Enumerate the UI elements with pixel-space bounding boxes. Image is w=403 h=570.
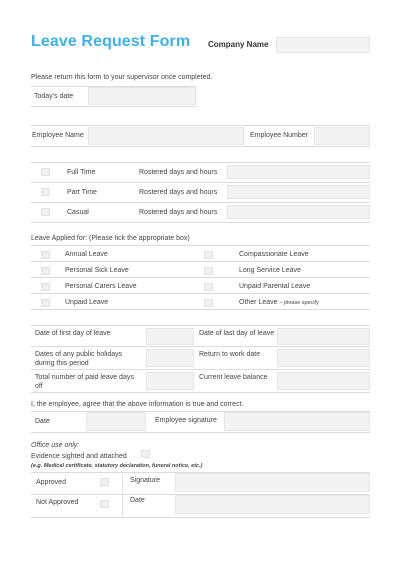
employee-signature-label: Employee signature: [155, 417, 217, 424]
full-time-label: Full Time: [67, 169, 96, 176]
current-balance-field[interactable]: [277, 372, 370, 390]
column-divider: [122, 472, 123, 518]
other-leave-specify: – please specify: [279, 300, 319, 306]
unpaid-leave-label: Unpaid Leave: [65, 299, 109, 306]
compassionate-leave-checkbox[interactable]: [204, 251, 213, 259]
divider: [31, 182, 370, 183]
divider: [31, 125, 370, 126]
last-day-label: Date of last day of leave: [199, 330, 275, 337]
personal-sick-leave-label: Personal Sick Leave: [65, 267, 129, 274]
approved-checkbox[interactable]: [100, 478, 109, 486]
divider: [31, 432, 370, 433]
leave-applied-label: Leave Applied for: (Please tick the appropriate box): [31, 235, 190, 242]
not-approved-label: Not Approved: [36, 499, 79, 506]
full-time-rostered-label: Rostered days and hours: [139, 169, 218, 176]
agreement-text: I, the employee, agree that the above information is true and correct.: [31, 401, 244, 408]
annual-leave-checkbox[interactable]: [41, 251, 50, 259]
sign-date-field[interactable]: [86, 412, 146, 431]
personal-carers-leave-label: Personal Carers Leave: [65, 283, 137, 290]
signature-label: Signature: [130, 477, 160, 484]
part-time-label: Part Time: [67, 189, 97, 196]
divider: [31, 202, 370, 203]
first-day-label: Date of first day of leave: [35, 330, 111, 337]
not-approved-checkbox[interactable]: [100, 500, 109, 508]
divider: [31, 162, 370, 163]
public-holidays-field[interactable]: [146, 349, 194, 367]
divider: [31, 146, 370, 147]
employee-number-label: Employee Number: [250, 132, 308, 139]
office-use-heading: Office use only:: [31, 442, 80, 449]
public-holidays-label: Dates of any public holidays during this period: [35, 351, 123, 367]
intro-text: Please return this form to your supervisor once completed.: [31, 74, 213, 81]
evidence-note: (e.g. Medical certificate, statutory declaration, funeral notice, etc.): [31, 463, 203, 469]
total-paid-field[interactable]: [146, 372, 194, 390]
part-time-checkbox[interactable]: [41, 188, 50, 196]
office-date-field[interactable]: [175, 495, 370, 514]
divider: [31, 277, 370, 278]
divider: [31, 293, 370, 294]
unpaid-parental-leave-label: Unpaid Parental Leave: [239, 283, 311, 290]
other-leave-checkbox[interactable]: [204, 299, 213, 307]
current-balance-label: Current leave balance: [199, 374, 268, 381]
first-day-field[interactable]: [146, 328, 194, 345]
other-leave-text: Other Leave: [239, 299, 278, 306]
evidence-checkbox[interactable]: [141, 450, 150, 458]
part-time-rostered-field[interactable]: [227, 185, 370, 199]
annual-leave-label: Annual Leave: [65, 251, 108, 258]
approved-label: Approved: [36, 479, 66, 486]
divider: [31, 369, 370, 370]
unpaid-parental-leave-checkbox[interactable]: [204, 283, 213, 291]
form-title: Leave Request Form: [31, 33, 191, 50]
employee-name-label: Employee Name: [32, 132, 84, 139]
personal-carers-leave-checkbox[interactable]: [41, 283, 50, 291]
full-time-rostered-field[interactable]: [227, 165, 370, 179]
divider: [31, 222, 370, 223]
todays-date-field[interactable]: [88, 87, 196, 105]
office-date-label: Date: [130, 497, 145, 504]
other-leave-label: [239, 298, 319, 308]
divider: [31, 346, 370, 347]
compassionate-leave-label: Compassionate Leave: [239, 251, 309, 258]
full-time-checkbox[interactable]: [41, 168, 50, 176]
long-service-leave-checkbox[interactable]: [204, 267, 213, 275]
office-signature-field[interactable]: [175, 473, 370, 492]
personal-sick-leave-checkbox[interactable]: [41, 267, 50, 275]
divider: [31, 261, 370, 262]
divider: [31, 517, 370, 518]
unpaid-leave-checkbox[interactable]: [41, 299, 50, 307]
sign-date-label: Date: [35, 418, 50, 425]
long-service-leave-label: Long Service Leave: [239, 267, 301, 274]
employee-signature-field[interactable]: [224, 412, 370, 431]
divider: [31, 309, 370, 310]
last-day-field[interactable]: [277, 328, 370, 345]
employee-number-field[interactable]: [314, 127, 370, 145]
part-time-rostered-label: Rostered days and hours: [139, 189, 218, 196]
evidence-label: Evidence sighted and attached: [31, 453, 127, 460]
casual-rostered-field[interactable]: [227, 205, 370, 219]
divider: [31, 245, 370, 246]
divider: [31, 392, 370, 393]
total-paid-label: Total number of paid leave days off: [35, 374, 134, 390]
casual-checkbox[interactable]: [41, 208, 50, 216]
todays-date-label: Today's date: [34, 93, 74, 100]
company-name-label: Company Name: [208, 40, 269, 49]
employee-name-field[interactable]: [88, 127, 244, 145]
return-to-work-label: Return to work date: [199, 351, 261, 358]
casual-label: Casual: [67, 209, 89, 216]
return-to-work-field[interactable]: [277, 349, 370, 367]
company-name-field[interactable]: [276, 37, 370, 53]
casual-rostered-label: Rostered days and hours: [139, 209, 218, 216]
divider: [31, 325, 370, 326]
divider: [31, 106, 196, 107]
